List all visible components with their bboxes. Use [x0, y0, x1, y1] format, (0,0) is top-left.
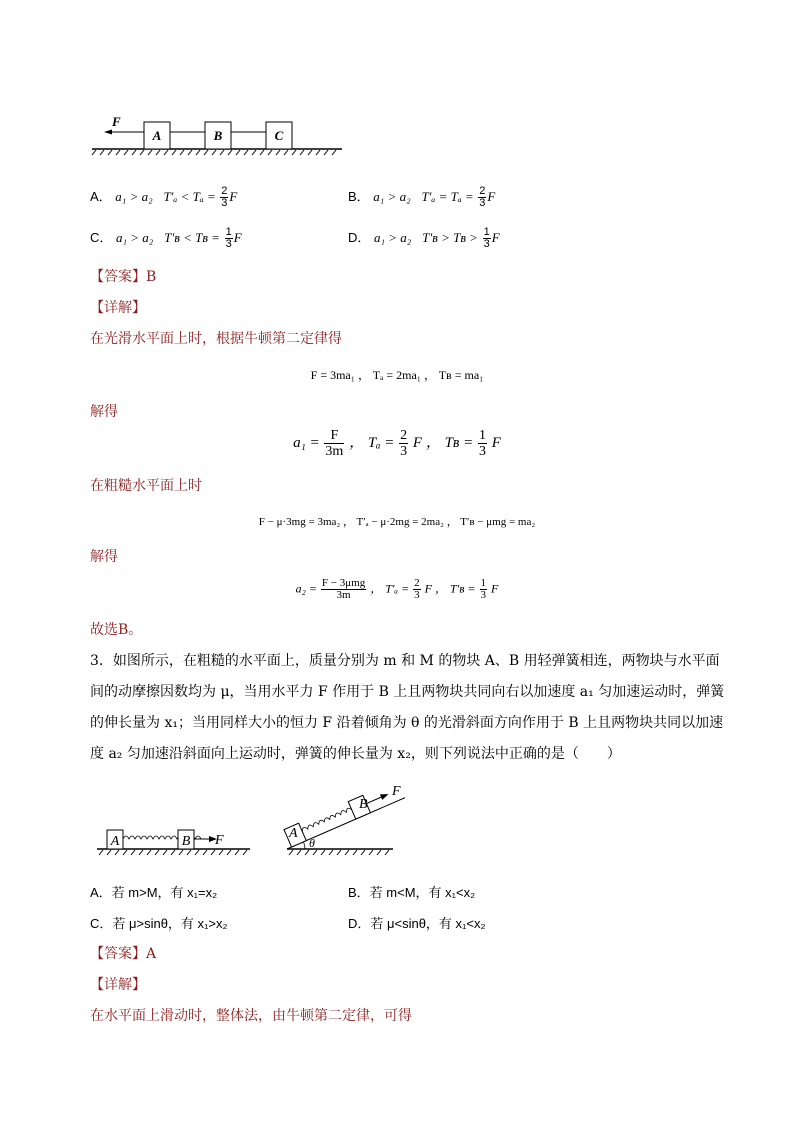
q3-option-B: B．若 m<M，有 x₁<x₂ — [348, 885, 476, 900]
block-A-label: A — [152, 128, 162, 143]
solution-step-1: 在光滑水平面上时，根据牛顿第二定律得 — [90, 331, 342, 347]
block-B-label: B — [213, 128, 223, 143]
solve-label-2: 解得 — [90, 549, 118, 565]
incline-block-A-label: A — [289, 826, 298, 841]
detail-label-3: 【详解】 — [90, 977, 146, 993]
block-A-label-2: A — [110, 834, 120, 849]
question-3-text: 3．如图所示，在粗糙的水平面上，质量分别为 m 和 M 的物块 A、B 用轻弹簧相连，两物块与水平面间的动摩擦因数均为 μ，当用水平力 F 作用于 B 上且两物块共同向右以加速度 a₁ 匀加速运动时，弹簧的伸长量为 x₁；当用同样大小的恒力 F 沿着倾角为 θ 的光滑斜面方向作用于 B 上且两物块共同以加速度 a₂ 匀加速沿斜面向上运动时，弹簧的伸长量为 x₂，则下列说法中正确的是（ ） — [90, 653, 725, 762]
option-A: A． a₁ > a₂ T′ₐ < Tₐ = $\frac{2}{3}$ F — [90, 185, 238, 210]
answer-label-3: 【答案】A — [90, 946, 157, 962]
force-label-F: F — [112, 114, 121, 129]
equation-2: a₁ = $\frac{F}{3m}$ ， Tₐ = $\frac{2}{3}$ F ， Tʙ = $\frac{1}{3}$ F — [293, 428, 501, 459]
equation-4: a₂ = $\frac{\text{F − 3μmg}}{3m}$ ， T′ₐ = $\frac{2}{3}$ F ， T′ʙ = $\frac{1}{3}$ F — [295, 577, 499, 601]
answer-label: 【答案】B — [90, 269, 157, 285]
block-C-label: C — [274, 128, 284, 143]
choose-answer: 故选B。 — [90, 622, 143, 638]
q3-option-A: A．若 m>M，有 x₁=x₂ — [90, 885, 218, 900]
figure-three-blocks — [90, 110, 350, 160]
equation-3: F − μ·3mg = 3ma₂ ， T′ₐ − μ·2mg = 2ma₂ ， T′ʙ − μmg = ma₂ — [258, 516, 536, 528]
equation-1: F = 3ma₁ ， Tₐ = 2ma₁ ， Tʙ = ma₁ — [310, 368, 484, 382]
angle-theta-label: θ — [309, 836, 315, 850]
option-B: B． a₁ > a₂ T′ₐ = Tₐ = $\frac{2}{3}$ F — [348, 185, 496, 210]
incline-block-B-label: B — [359, 797, 368, 812]
option-C: C． a₁ > a₂ T′ʙ < Tʙ = $\frac{1}{3}$ F — [90, 226, 242, 251]
solve-label-1: 解得 — [90, 404, 118, 420]
detail-label: 【详解】 — [90, 300, 146, 316]
incline-force-label: F — [392, 784, 401, 799]
solution-step-2: 在粗糙水平面上时 — [90, 478, 202, 494]
q3-option-D: D．若 μ<sinθ，有 x₁<x₂ — [348, 916, 486, 931]
force-label-F-2: F — [215, 833, 224, 848]
solution-step-3: 在水平面上滑动时，整体法，由牛顿第二定律，可得 — [90, 1008, 412, 1024]
block-B-label-2: B — [181, 834, 191, 849]
option-D: D． a₁ > a₂ T′ʙ > Tʙ > $\frac{1}{3}$ F — [348, 226, 500, 251]
q3-option-C: C．若 μ>sinθ，有 x₁>x₂ — [90, 916, 228, 931]
figure-spring-blocks — [95, 778, 405, 860]
